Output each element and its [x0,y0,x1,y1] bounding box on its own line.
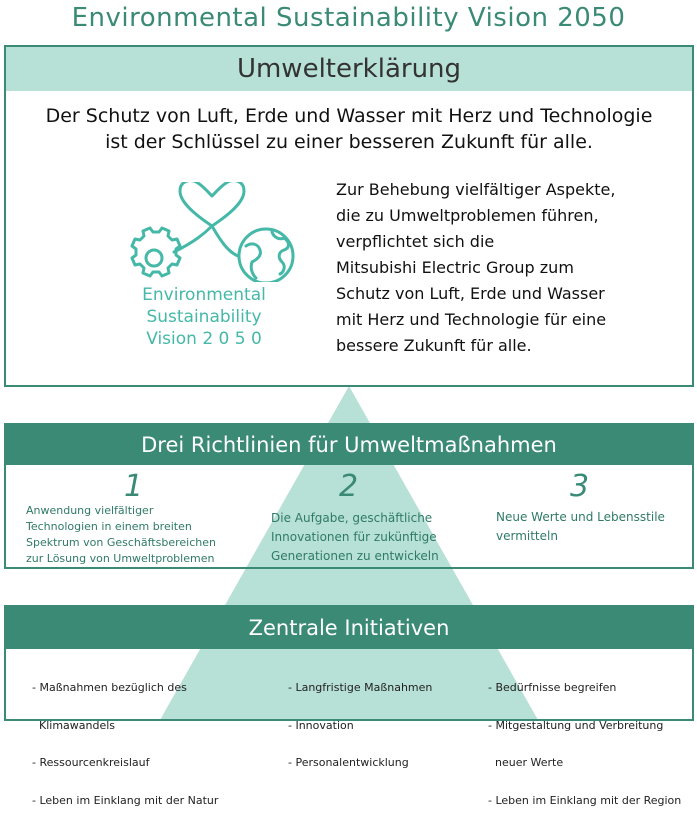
statement-header: Umwelterklärung [6,47,692,91]
initiatives-column-3 [488,657,688,832]
list-item: - Ressourcenkreislauf [32,756,150,769]
description-line: mit Herz und Technologie für eine [336,310,607,329]
policy-1-line: Technologien in einem breiten [26,520,192,533]
statement-line-1: Der Schutz von Luft, Erde und Wasser mit Herz und Technologie [45,105,653,127]
list-item: - Mitgestaltung und Verbreitung [488,718,664,732]
list-item: - Leben im Einklang mit der Natur [32,793,219,807]
policy-number-1: 1 [124,469,144,504]
list-item: neuer Werte [488,756,564,769]
statement-description [336,177,686,359]
page-title: Environmental Sustainability Vision 2050 [71,3,626,33]
policy-3-line: vermitteln [496,529,558,543]
policy-1-line: Spektrum von Geschäftsbereichen [26,536,216,549]
logo-line-2: Sustainability [146,307,262,327]
globe-icon [239,229,293,282]
description-line: Zur Behebung vielfältiger Aspekte, [336,180,616,199]
heart-icon [180,182,244,226]
initiatives-box [4,605,694,807]
statement-text [6,103,692,155]
initiatives-column-2 [288,657,478,795]
policy-number-2: 2 [339,469,359,504]
policy-number-3: 3 [570,469,590,504]
policy-text-1 [26,503,216,567]
policy-2-line: Innovationen für zukünftige [271,530,437,544]
description-line: die zu Umweltproblemen führen, [336,206,599,225]
logo-line-1: Environmental [142,285,266,305]
description-line: bessere Zukunft für alle. [336,336,532,355]
logo-text [114,284,294,350]
list-item: - Bedürfnisse begreifen [488,681,617,694]
list-item: - Langfristige Maßnahmen [288,681,433,694]
list-item: - Personalentwicklung [288,756,409,769]
initiatives-column-1 [32,657,252,832]
policy-2-line: Die Aufgabe, geschäftliche [271,511,433,525]
policy-text-3 [496,508,686,546]
list-item: - Maßnahmen bezüglich des [32,681,187,694]
description-line: Mitsubishi Electric Group zum [336,258,574,277]
environmental-statement-box [4,45,694,387]
policy-2-line: Generationen zu entwickeln [271,549,439,563]
list-item: Klimawandels [32,718,116,732]
policy-1-line: Anwendung vielfältiger [26,504,154,517]
description-line: verpflichtet sich die [336,232,495,251]
policies-header: Drei Richtlinien für Umweltmaßnahmen [6,425,692,465]
vision-logo-icon [124,182,304,282]
policy-3-line: Neue Werte und Lebensstile [496,510,665,524]
initiatives-header: Zentrale Initiativen [6,607,692,649]
policies-box [4,423,694,569]
list-item: - Leben im Einklang mit der Region [488,793,682,807]
policy-text-2 [271,509,471,566]
policy-1-line: zur Lösung von Umweltproblemen [26,552,215,565]
list-item: - Innovation [288,718,354,732]
statement-line-2: ist der Schlüssel zu einer besseren Zukunft für alle. [105,131,593,153]
description-line: Schutz von Luft, Erde und Wasser [336,284,605,303]
logo-line-3: Vision 2 0 5 0 [146,329,262,349]
